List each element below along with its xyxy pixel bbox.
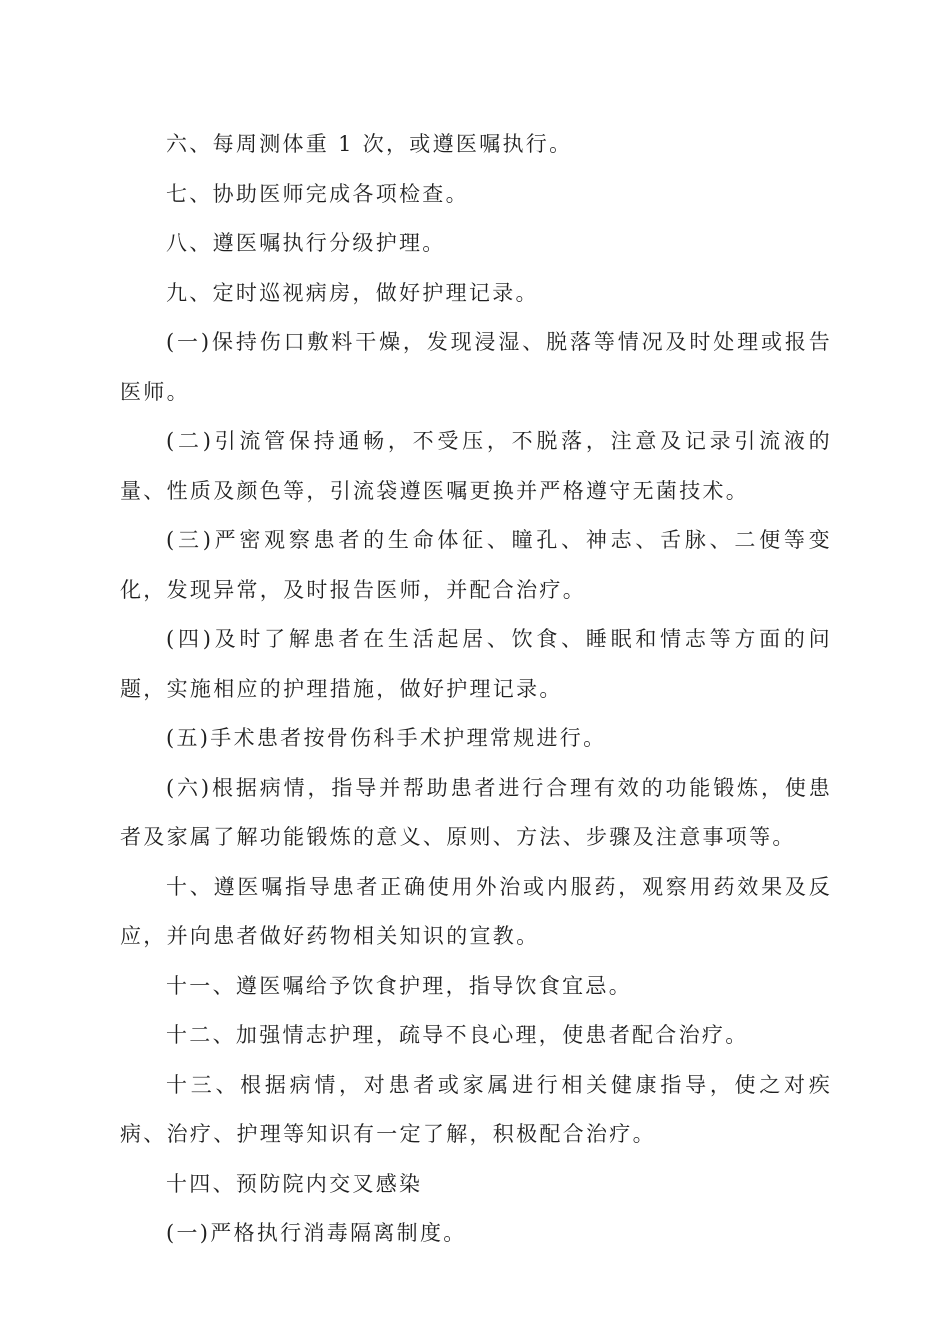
paragraph-drainage-tube: (二)引流管保持通畅，不受压，不脱落，注意及记录引流液的量、性质及颜色等，引流袋遵医嘱更换并严格遵守无菌技术。 bbox=[120, 429, 832, 503]
paragraph-emotional-care: 十二、加强情志护理，疏导不良心理，使患者配合治疗。 bbox=[166, 1023, 749, 1047]
paragraph-graded-care: 八、遵医嘱执行分级护理。 bbox=[166, 231, 446, 255]
paragraph-diet-care: 十一、遵医嘱给予饮食护理，指导饮食宜忌。 bbox=[166, 973, 632, 998]
paragraph-assist-exams: 七、协助医师完成各项检查。 bbox=[166, 181, 469, 206]
paragraph-infection-prevention: 十四、预防院内交叉感染 bbox=[166, 1171, 423, 1196]
paragraph-rehab-exercise: (六)根据病情，指导并帮助患者进行合理有效的功能锻炼，使患者及家属了解功能锻炼的意义、原则、方法、步骤及注意事项等。 bbox=[120, 775, 832, 849]
paragraph-weigh-weekly: 六、每周测体重 1 次，或遵医嘱执行。 bbox=[166, 132, 573, 156]
paragraph-vital-signs: (三)严密观察患者的生命体征、瞳孔、神志、舌脉、二便等变化，发现异常，及时报告医师，并配合治疗。 bbox=[120, 528, 832, 602]
paragraph-surgery-care: (五)手术患者按骨伤科手术护理常规进行。 bbox=[166, 726, 607, 750]
paragraph-ward-rounds: 九、定时巡视病房，做好护理记录。 bbox=[166, 280, 539, 305]
paragraph-medication: 十、遵医嘱指导患者正确使用外治或内服药，观察用药效果及反应，并向患者做好药物相关知识的宣教。 bbox=[120, 874, 832, 948]
paragraph-daily-life: (四)及时了解患者在生活起居、饮食、睡眠和情志等方面的问题，实施相应的护理措施，做好护理记录。 bbox=[120, 627, 832, 701]
paragraph-disinfection: (一)严格执行消毒隔离制度。 bbox=[166, 1221, 467, 1245]
paragraph-health-guidance: 十三、根据病情，对患者或家属进行相关健康指导，使之对疾病、治疗、护理等知识有一定了解，积极配合治疗。 bbox=[120, 1072, 832, 1146]
paragraph-wound-dressing: (一)保持伤口敷料干燥，发现浸湿、脱落等情况及时处理或报告医师。 bbox=[120, 330, 832, 404]
document-body bbox=[120, 120, 832, 1259]
